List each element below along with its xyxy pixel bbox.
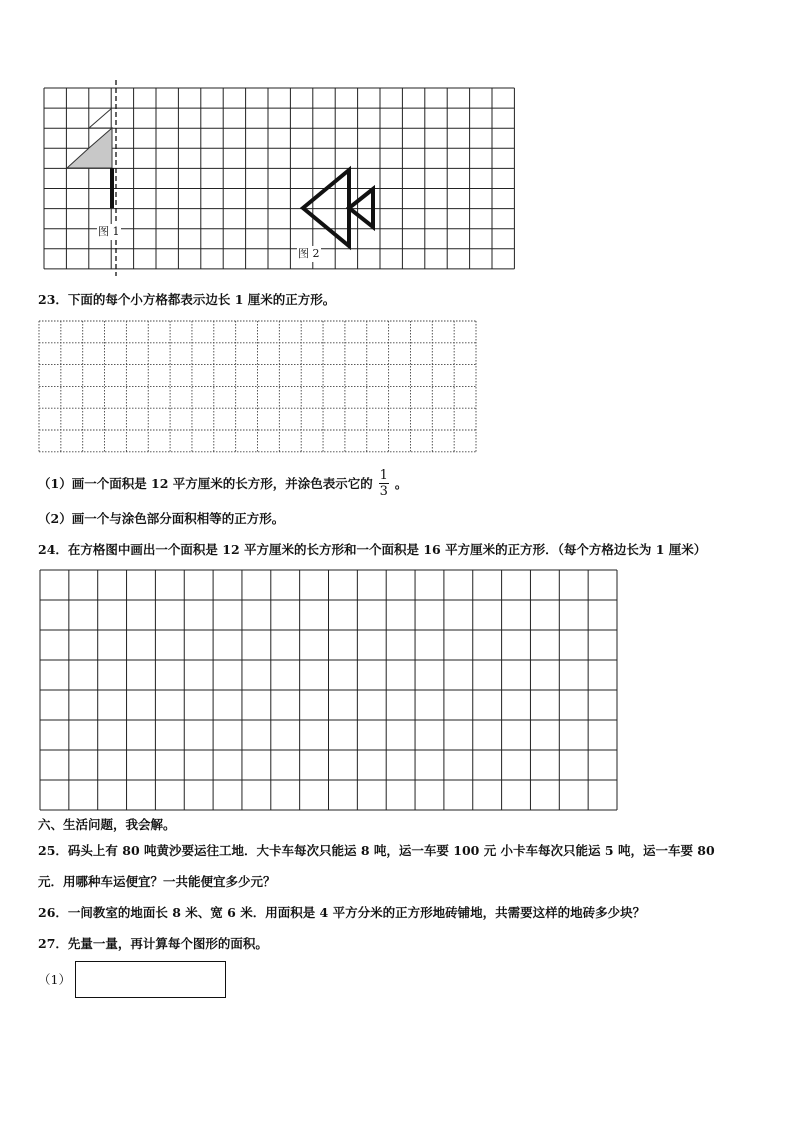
question-25-line-2: 元．用哪种车运便宜？一共能便宜多少元？: [38, 874, 276, 889]
question-25-line-1: 25．码头上有 80 吨黄沙要运往工地．大卡车每次只能运 8 吨，运一车要 100 元 小卡车每次只能运 5 吨，运一车要 80: [38, 843, 715, 858]
question-24-title: 24．在方格图中画出一个面积是 12 平方厘米的长方形和一个面积是 16 平方厘米的正方形．（每个方格边长为 1 厘米）: [38, 542, 707, 557]
fraction-numerator: 1: [379, 468, 388, 483]
question-27: 27．先量一量，再计算每个图形的面积。: [38, 936, 268, 951]
figure-1-label: 图 1: [98, 225, 120, 238]
question-26: 26．一间教室的地面长 8 米、宽 6 米．用面积是 4 平方分米的正方形地砖铺地，共需要这样的地砖多少块？: [38, 905, 646, 920]
question-23-part-2: （2）画一个与涂色部分面积相等的正方形。: [38, 511, 285, 526]
question-23-part-1-text: （1）画一个面积是 12 平方厘米的长方形，并涂色表示它的: [38, 475, 373, 491]
question-23-part-1-end: 。: [394, 475, 408, 491]
section-6-title: 六、生活问题，我会解。: [38, 817, 176, 832]
question-23-title: 23．下面的每个小方格都表示边长 1 厘米的正方形。: [38, 292, 336, 307]
question-27-part-1-label: （1）: [38, 972, 71, 987]
fraction-denominator: 3: [379, 484, 388, 499]
figure-2-label: 图 2: [298, 247, 320, 260]
rectangle-to-measure: [75, 961, 226, 998]
